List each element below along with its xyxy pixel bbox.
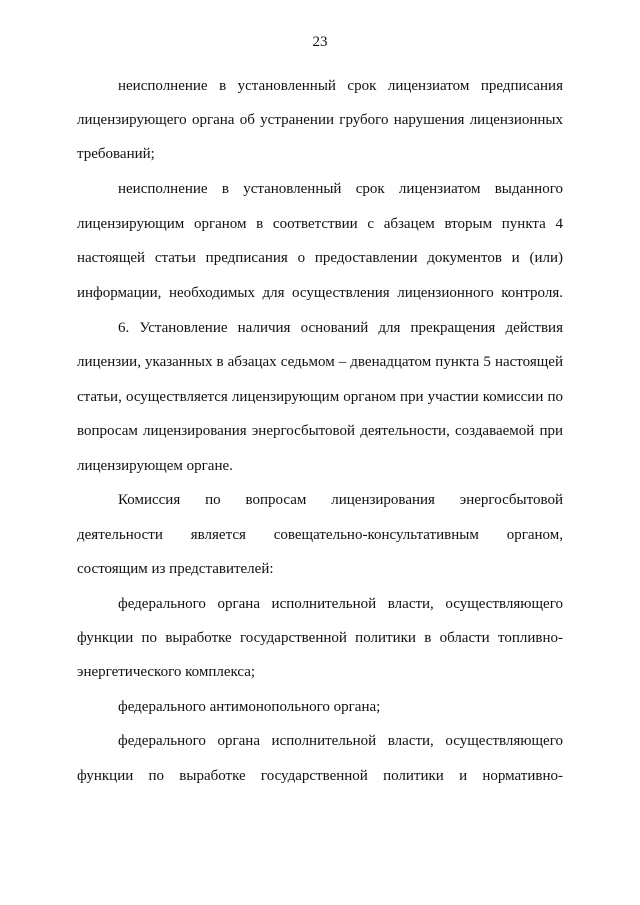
text-line: энергетического комплекса; xyxy=(77,664,256,680)
text-line: 6. Установление наличия оснований для прекращения действия xyxy=(118,320,563,336)
text-line: Комиссия по вопросам лицензирования энергосбытовой xyxy=(118,492,563,508)
text-line: требований; xyxy=(77,146,155,162)
text-line: статьи, осуществляется лицензирующим органом при участии комиссии по xyxy=(77,389,563,405)
text-line: функции по выработке государственной политики и нормативно- xyxy=(77,768,563,784)
text-line: настоящей статьи предписания о предоставлении документов и (или) xyxy=(77,250,563,266)
text-line: функции по выработке государственной политики в области топливно- xyxy=(77,630,563,646)
text-line: лицензирующем органе. xyxy=(77,458,233,474)
text-line: вопросам лицензирования энергосбытовой деятельности, создаваемой при xyxy=(77,423,563,439)
text-line: неисполнение в установленный срок лицензиатом предписания xyxy=(118,78,563,94)
text-line: федерального антимонопольного органа; xyxy=(118,699,381,715)
text-line: лицензирующего органа об устранении грубого нарушения лицензионных xyxy=(77,112,563,128)
text-line: информации, необходимых для осуществления лицензионного контроля. xyxy=(77,285,563,301)
text-line: лицензирующим органом в соответствии с абзацем вторым пункта 4 xyxy=(77,216,563,232)
text-line: лицензии, указанных в абзацах седьмом – двенадцатом пункта 5 настоящей xyxy=(77,354,563,370)
text-line: неисполнение в установленный срок лицензиатом выданного xyxy=(118,181,563,197)
text-line: деятельности является совещательно-консультативным органом, xyxy=(77,527,563,543)
text-line: федерального органа исполнительной власти, осуществляющего xyxy=(118,596,563,612)
text-line: федерального органа исполнительной власти, осуществляющего xyxy=(118,733,563,749)
text-line: состоящим из представителей: xyxy=(77,561,274,577)
page-number: 23 xyxy=(312,34,328,50)
